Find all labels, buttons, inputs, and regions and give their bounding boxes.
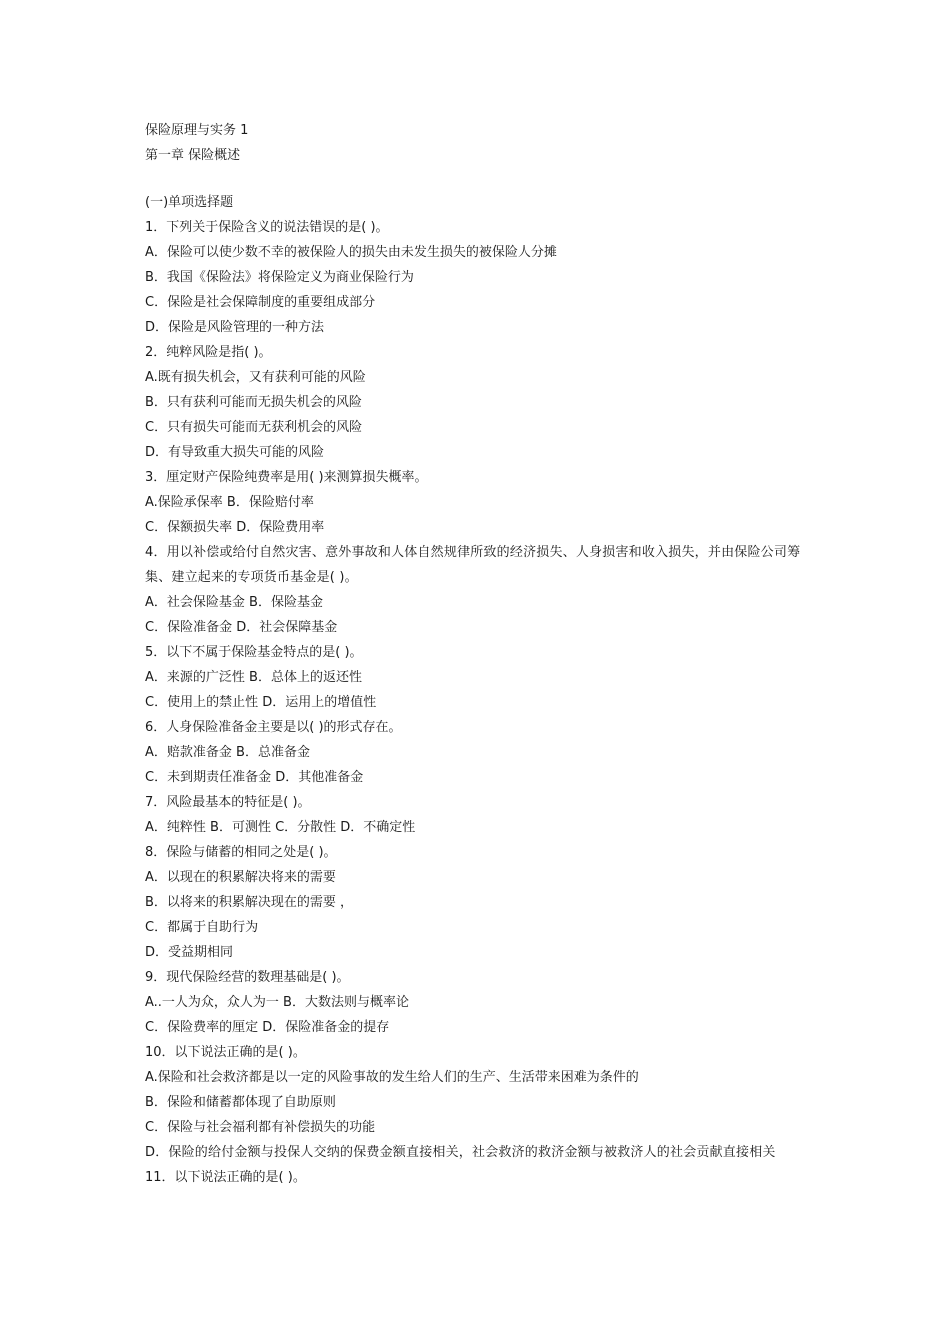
q10-option-c: C．保险与社会福利都有补偿损失的功能	[145, 1120, 376, 1135]
q3-options-cd: C．保额损失率 D．保险费用率	[145, 520, 325, 535]
question-7: 7．风险最基本的特征是( )。	[145, 795, 311, 810]
q1-option-a: A．保险可以使少数不幸的被保险人的损失由未发生损失的被保险人分摊	[145, 245, 557, 260]
q1-option-c: C．保险是社会保障制度的重要组成部分	[145, 295, 376, 310]
q2-option-b: B．只有获利可能而无损失机会的风险	[145, 395, 362, 410]
q4-options-ab: A．社会保险基金 B．保险基金	[145, 595, 323, 610]
q1-option-b: B．我国《保险法》将保险定义为商业保险行为	[145, 270, 414, 285]
question-3: 3．厘定财产保险纯费率是用( )来测算损失概率。	[145, 470, 428, 485]
q1-option-d: D．保险是风险管理的一种方法	[145, 320, 325, 335]
question-4: 4．用以补偿或给付自然灾害、意外事故和人体自然规律所致的经济损失、人身损害和收入损失，并由保险公司筹集、建立起来的专项货币基金是( )。	[145, 545, 801, 585]
q9-options-cd: C．保险费率的厘定 D．保险准备金的提存	[145, 1020, 390, 1035]
q6-options-ab: A．赔款准备金 B．总准备金	[145, 745, 310, 760]
q10-option-b: B．保险和储蓄都体现了自助原则	[145, 1095, 336, 1110]
question-2: 2．纯粹风险是指( )。	[145, 345, 272, 360]
q8-option-d: D．受益期相同	[145, 945, 234, 960]
chapter-heading: 第一章 保险概述	[145, 148, 241, 163]
q2-option-a: A.既有损失机会，又有获利可能的风险	[145, 370, 366, 385]
question-1: 1．下列关于保险含义的说法错误的是( )。	[145, 220, 389, 235]
question-content	[145, 190, 815, 1190]
q7-options: A．纯粹性 B．可测性 C．分散性 D．不确定性	[145, 820, 416, 835]
document-header	[145, 118, 815, 168]
q2-option-c: C．只有损失可能而无获利机会的风险	[145, 420, 363, 435]
question-5: 5．以下不属于保险基金特点的是( )。	[145, 645, 363, 660]
q10-option-d: D．保险的给付金额与投保人交纳的保费金额直接相关，社会救济的救济金额与被救济人的社会贡献直接相关	[145, 1145, 776, 1160]
q8-option-a: A．以现在的积累解决将来的需要	[145, 870, 336, 885]
q8-option-b: B．以将来的积累解决现在的需要 ，	[145, 895, 354, 910]
q6-options-cd: C．未到期责任准备金 D．其他准备金	[145, 770, 364, 785]
q10-option-a: A.保险和社会救济都是以一定的风险事故的发生给人们的生产、生活带来困难为条件的	[145, 1070, 639, 1085]
q2-option-d: D．有导致重大损失可能的风险	[145, 445, 325, 460]
document-title: 保险原理与实务 1	[145, 123, 249, 138]
question-10: 10．以下说法正确的是( )。	[145, 1045, 306, 1060]
question-9: 9．现代保险经营的数理基础是( )。	[145, 970, 350, 985]
question-11: 11．以下说法正确的是( )。	[145, 1170, 306, 1185]
q9-options-ab: A..一人为众，众人为一 B．大数法则与概率论	[145, 995, 409, 1010]
question-6: 6．人身保险准备金主要是以( )的形式存在。	[145, 720, 402, 735]
q4-options-cd: C．保险准备金 D．社会保障基金	[145, 620, 338, 635]
question-8: 8．保险与储蓄的相同之处是( )。	[145, 845, 337, 860]
q5-options-cd: C．使用上的禁止性 D．运用上的增值性	[145, 695, 377, 710]
q3-options-ab: A.保险承保率 B．保险赔付率	[145, 495, 314, 510]
section-heading: (一)单项选择题	[145, 195, 234, 210]
q8-option-c: C．都属于自助行为	[145, 920, 259, 935]
q5-options-ab: A．来源的广泛性 B．总体上的返还性	[145, 670, 362, 685]
